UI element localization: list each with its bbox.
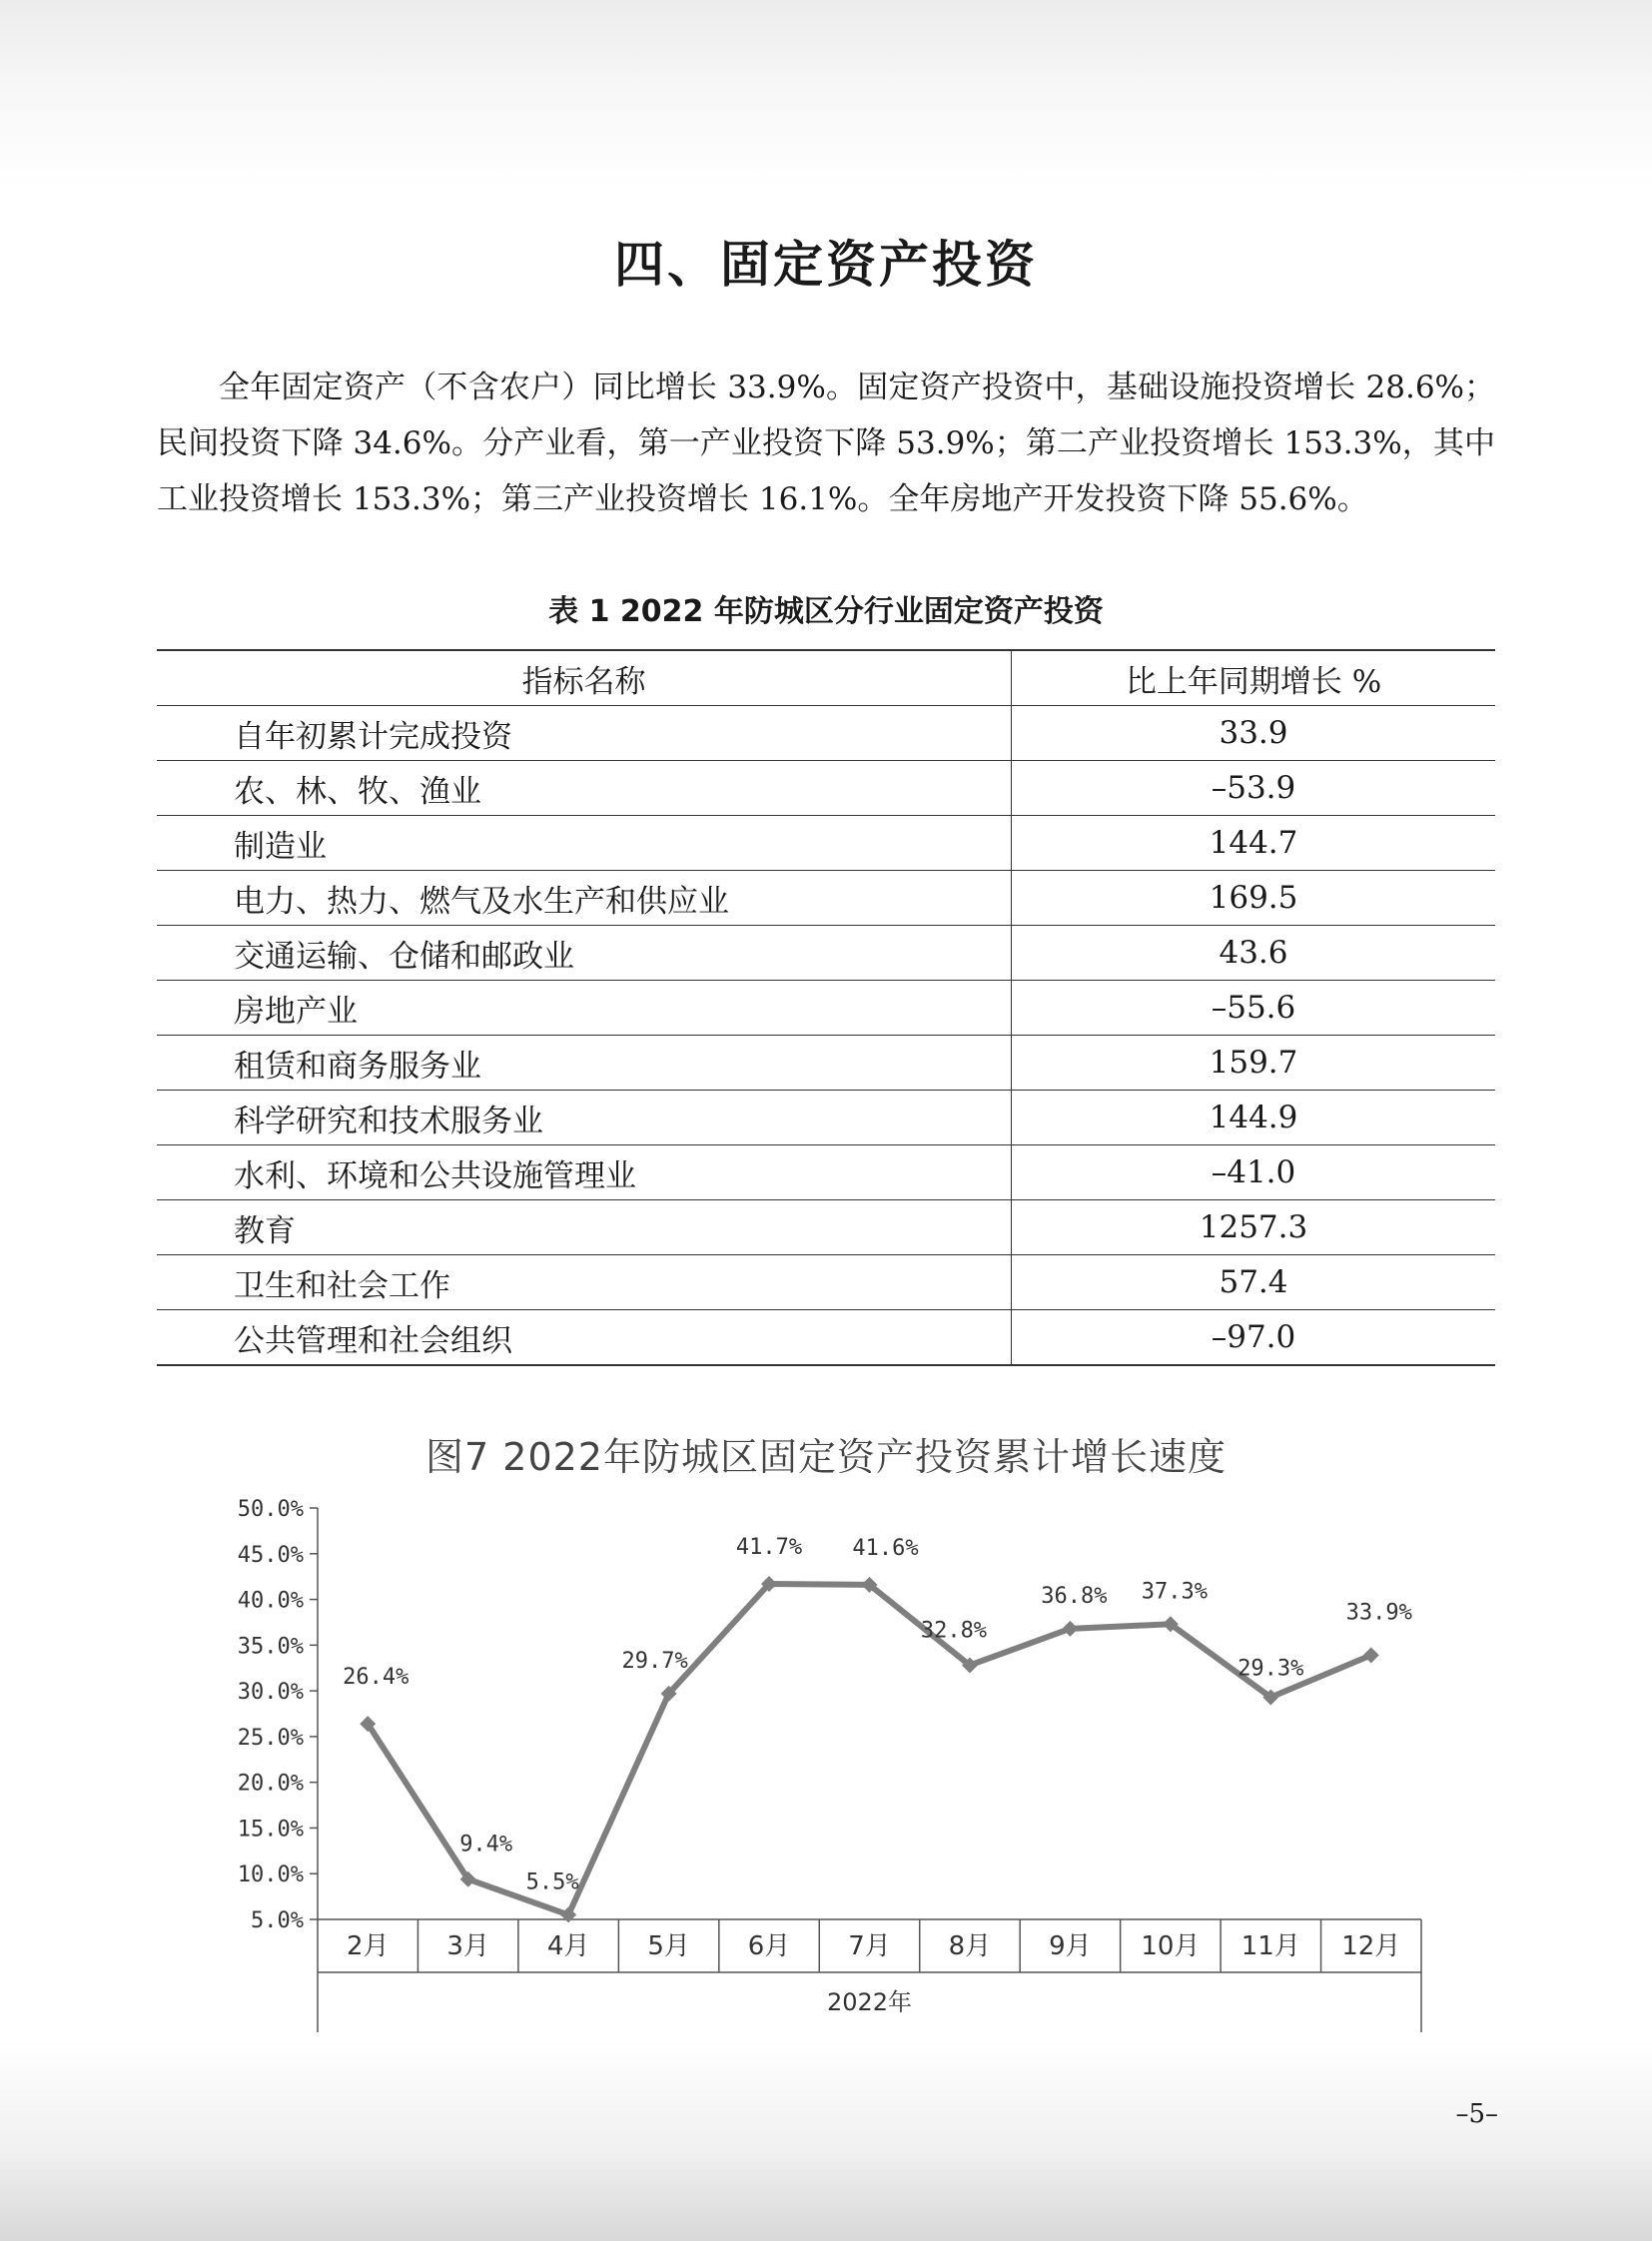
- header-indicator-name: 指标名称: [157, 650, 1012, 706]
- table-caption: 表 1 2022 年防城区分行业固定资产投资: [548, 594, 1104, 629]
- y-tick-label: 45.0%: [237, 1542, 304, 1568]
- header-growth-rate: 比上年同期增长 %: [1012, 650, 1496, 706]
- data-label: 29.3%: [1238, 1656, 1304, 1682]
- row-value: 43.6: [1012, 926, 1496, 981]
- x-tick-label: 3月: [446, 1931, 489, 1961]
- row-value: 57.4: [1012, 1255, 1496, 1310]
- row-name: 水利、环境和公共设施管理业: [157, 1145, 1012, 1200]
- data-label: 29.7%: [621, 1648, 688, 1674]
- x-tick-label: 10月: [1141, 1931, 1201, 1961]
- y-tick-label: 50.0%: [237, 1497, 304, 1522]
- data-label: 32.8%: [920, 1618, 988, 1644]
- y-tick-label: 35.0%: [237, 1634, 304, 1660]
- row-name: 交通运输、仓储和邮政业: [157, 926, 1012, 981]
- row-value: 159.7: [1012, 1036, 1496, 1091]
- data-label: 37.3%: [1141, 1579, 1208, 1605]
- y-tick-label: 15.0%: [237, 1817, 304, 1843]
- data-point-marker: [1062, 1621, 1078, 1637]
- row-value: 1257.3: [1012, 1200, 1496, 1255]
- row-value: –53.9: [1012, 761, 1496, 816]
- section-paragraph: 全年固定资产（不含农户）同比增长 33.9%。固定资产投资中，基础设施投资增长 28.6%；民间投资下降 34.6%。分产业看，第一产业投资下降 53.9%；第二产业投资增长 153.3%，其中工业投资增长 153.3%；第三产业投资增长 16.1%。全年房地产开发投资下降 55.6%。: [157, 370, 1495, 517]
- y-tick-label: 5.0%: [251, 1908, 304, 1933]
- y-tick-label: 10.0%: [237, 1863, 304, 1888]
- y-tick-label: 20.0%: [237, 1771, 304, 1797]
- row-name: 公共管理和社会组织: [157, 1310, 1012, 1366]
- x-tick-label: 8月: [948, 1931, 992, 1961]
- data-label: 5.5%: [525, 1869, 579, 1895]
- row-name: 电力、热力、燃气及水生产和供应业: [157, 871, 1012, 926]
- row-value: –97.0: [1012, 1310, 1496, 1366]
- x-tick-label: 6月: [747, 1931, 791, 1961]
- row-value: 169.5: [1012, 871, 1496, 926]
- x-tick-label: 5月: [647, 1931, 690, 1961]
- x-tick-label: 4月: [546, 1931, 590, 1961]
- y-tick-label: 40.0%: [237, 1588, 304, 1614]
- chart-title: 图7 2022年防城区固定资产投资累计增长速度: [425, 1435, 1227, 1479]
- row-name: 租赁和商务服务业: [157, 1036, 1012, 1091]
- row-value: 144.7: [1012, 816, 1496, 871]
- row-name: 房地产业: [157, 981, 1012, 1036]
- x-axis-label: 2022年: [826, 1988, 913, 2016]
- row-name: 农、林、牧、渔业: [157, 761, 1012, 816]
- x-tick-label: 12月: [1341, 1931, 1401, 1961]
- data-label: 9.4%: [459, 1832, 513, 1858]
- x-tick-label: 11月: [1240, 1931, 1300, 1961]
- data-label: 41.7%: [735, 1534, 803, 1560]
- section-title: 四、固定资产投资: [614, 235, 1038, 294]
- row-name: 卫生和社会工作: [157, 1255, 1012, 1310]
- y-tick-label: 30.0%: [237, 1680, 304, 1706]
- row-value: –55.6: [1012, 981, 1496, 1036]
- x-tick-label: 2月: [346, 1931, 390, 1961]
- data-label: 41.6%: [852, 1535, 919, 1561]
- row-value: 33.9: [1012, 706, 1496, 761]
- data-label: 36.8%: [1041, 1583, 1108, 1609]
- data-label: 33.9%: [1345, 1600, 1412, 1626]
- series-line: [368, 1584, 1371, 1914]
- row-name: 自年初累计完成投资: [157, 706, 1012, 761]
- row-value: 144.9: [1012, 1091, 1496, 1145]
- row-name: 制造业: [157, 816, 1012, 871]
- page-number: –5–: [1455, 2099, 1498, 2129]
- data-label: 26.4%: [343, 1665, 410, 1691]
- row-name: 科学研究和技术服务业: [157, 1091, 1012, 1145]
- x-tick-label: 9月: [1049, 1931, 1092, 1961]
- x-tick-label: 7月: [848, 1931, 891, 1961]
- y-tick-label: 25.0%: [237, 1725, 304, 1751]
- row-name: 教育: [157, 1200, 1012, 1255]
- row-value: –41.0: [1012, 1145, 1496, 1200]
